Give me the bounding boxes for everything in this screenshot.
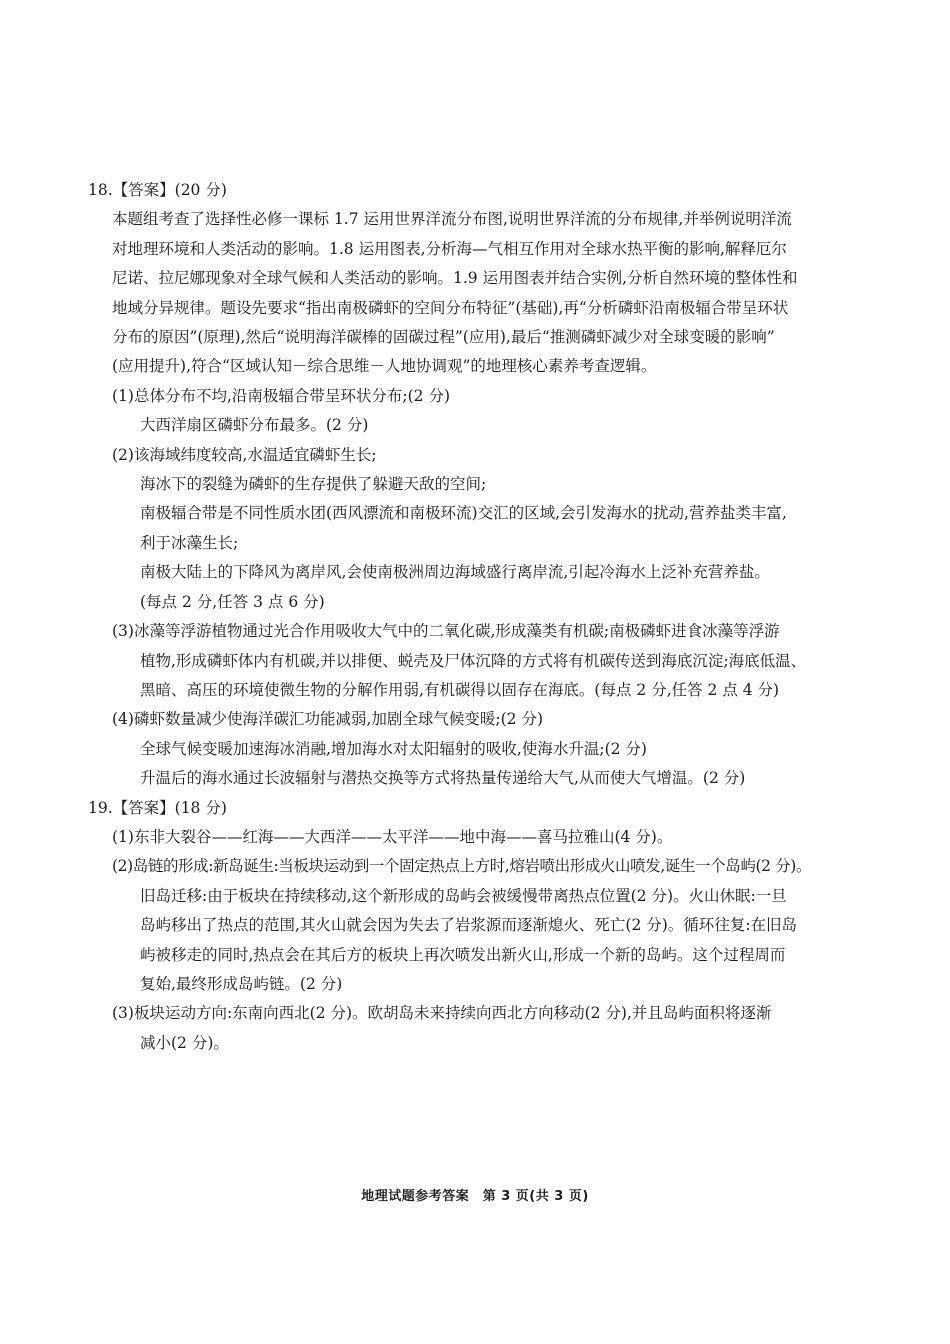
q18-part2-line: (2)该海域纬度较高,水温适宜磷虾生长; xyxy=(112,445,377,464)
q18-intro-line: (应用提升),符合“区域认知－综合思维－人地协调观”的地理核心素养考查逻辑。 xyxy=(112,357,657,376)
q19-heading: 19.【答案】(18 分) xyxy=(88,798,227,817)
q18-part3-line: (3)冰藻等浮游植物通过光合作用吸收大气中的二氧化碳,形成藻类有机碳;南极磷虾进食冰藻等浮游 xyxy=(112,622,780,641)
q18-intro-line: 对地理环境和人类活动的影响。1.8 运用图表,分析海—气相互作用对全球水热平衡的影响,解释厄尔 xyxy=(112,239,787,258)
q18-part2-line: (每点 2 分,任答 3 点 6 分) xyxy=(140,592,325,611)
q18-intro-line: 地域分异规律。题设先要求“指出南极磷虾的空间分布特征”(基础),再“分析磷虾沿南极辐合带呈环状 xyxy=(112,298,789,317)
q18-part4-line: 全球气候变暖加速海冰消融,增加海水对太阳辐射的吸收,使海水升温;(2 分) xyxy=(140,739,647,758)
page-footer: 地理试题参考答案 第 3 页(共 3 页) xyxy=(361,1189,589,1204)
q18-part4-line: 升温后的海水通过长波辐射与潜热交换等方式将热量传递给大气,从而使大气增温。(2 分) xyxy=(140,769,746,788)
q18-heading: 18.【答案】(20 分) xyxy=(88,181,227,199)
q18-part4-line: (4)磷虾数量减少使海洋碳汇功能减弱,加剧全球气候变暖;(2 分) xyxy=(112,710,543,729)
answer-content xyxy=(88,176,868,1058)
q18-part3-line: 黑暗、高压的环境使微生物的分解作用弱,有机碳得以固存在海底。(每点 2 分,任答 2 点 4 分) xyxy=(140,680,780,699)
q18-part2-line: 利于冰藻生长; xyxy=(140,533,239,552)
q19-part3-line: (3)板块运动方向:东南向西北(2 分)。欧胡岛未来持续向西北方向移动(2 分),并且岛屿面积将逐渐 xyxy=(112,1004,772,1023)
q19-part2-line: 岛屿移出了热点的范围,其火山就会因为失去了岩浆源而逐渐熄火、死亡(2 分)。循环往复:在旧岛 xyxy=(140,916,798,935)
q18-intro-line: 本题组考查了选择性必修一课标 1.7 运用世界洋流分布图,说明世界洋流的分布规律,并举例说明洋流 xyxy=(112,210,792,229)
q19-part1-line: (1)东非大裂谷——红海——大西洋——太平洋——地中海——喜马拉雅山(4 分)。 xyxy=(112,827,673,846)
q18-part2-line: 海冰下的裂缝为磷虾的生存提供了躲避天敌的空间; xyxy=(140,475,487,494)
q19-part2-line: 屿被移走的同时,热点会在其后方的板块上再次喷发出新火山,形成一个新的岛屿。这个过程周而 xyxy=(140,945,786,964)
q18-intro-line: 分布的原因”(原理),然后“说明海洋碳棒的固碳过程”(应用),最后“推测磷虾减少对全球变暖的影响” xyxy=(112,328,775,347)
q18-part2-line: 南极辐合带是不同性质水团(西风漂流和南极环流)交汇的区域,会引发海水的扰动,营养盐类丰富, xyxy=(140,504,787,523)
q19-part3-line: 减小(2 分)。 xyxy=(140,1033,229,1052)
q19-part2-line: 旧岛迁移:由于板块在持续移动,这个新形成的岛屿会被缓慢带离热点位置(2 分)。火山休眠:一旦 xyxy=(140,886,787,905)
q18-part1-line: 大西洋扇区磷虾分布最多。(2 分) xyxy=(140,416,369,435)
q18-part3-line: 植物,形成磷虾体内有机碳,并以排便、蜕壳及尸体沉降的方式将有机碳传送到海底沉淀;海底低温、 xyxy=(140,651,807,670)
q19-part2-line: (2)岛链的形成:新岛诞生:当板块运动到一个固定热点上方时,熔岩喷出形成火山喷发,诞生一个岛屿(2 分)。 xyxy=(112,857,811,876)
q18-part2-line: 南极大陆上的下降风为离岸风,会使南极洲周边海域盛行离岸流,引起冷海水上泛补充营养盐。 xyxy=(140,563,770,582)
q18-part1-line: (1)总体分布不均,沿南极辐合带呈环状分布;(2 分) xyxy=(112,386,450,405)
q19-part2-line: 复始,最终形成岛屿链。(2 分) xyxy=(140,974,343,993)
q18-intro-line: 尼诺、拉尼娜现象对全球气候和人类活动的影响。1.9 运用图表并结合实例,分析自然环境的整体性和 xyxy=(112,269,798,288)
